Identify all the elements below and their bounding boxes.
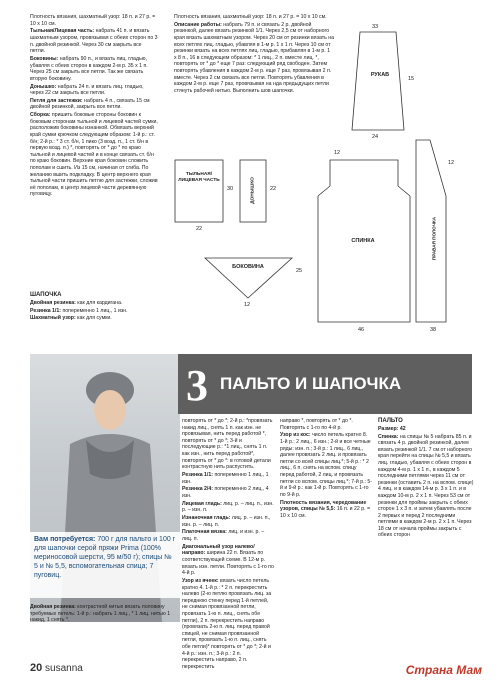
dim-number: 24 (372, 134, 379, 140)
heading: Резинка 1/1: (30, 307, 61, 314)
paragraph: набрать 41 п. и вязать шахматным узором, провязывая с обеих сторон по 3 п. двойной резинкой. Через 30 см закрыть все петли. (30, 28, 158, 55)
dim-number: 25 (296, 268, 303, 274)
heading: Узор из ячеек: (182, 577, 219, 584)
dim-number: 15 (408, 76, 415, 82)
paragraph: вязать число петель кратно 4. 1-й р.: * 2 п. перекрестить налево (2-ю петлю провязать лиц. за переднюю стенку перед 1-й петлей, не снимая провязанной петли, провязать 1-ю п. лиц., снять обе петли), 2 п. перекрестить направо (провязать 2-ю п. лиц. перед правой спицей, не снимая провязанной петли, провязать 1-ю п. лиц., снять обе петли)* повторять от * до *; 2-й и 4-й р.: изн. п.; 3-й р.: 2 п. перекрестить направо, 2 п. перекрестить (182, 577, 272, 670)
dim-number: 22 (196, 226, 203, 232)
side-label: БОКОВИНА (232, 264, 264, 270)
sleeve-label: РУКАВ (370, 72, 390, 78)
paragraph: попеременно 1 лиц., 1 изн. (182, 471, 269, 485)
heading: Донышко: (30, 83, 57, 90)
heading: Двойная резинка: (30, 299, 76, 306)
paragraph: как для сумки. (77, 315, 112, 322)
paragraph: ширина 22 п. Вязать по соответствующей схеме. В 12-м р. вязать изн. петли. Повторять с 1-го по 4-й р. (182, 550, 274, 577)
heading: Изнаночная гладь: (182, 515, 231, 522)
heading: Петля для застежки: (30, 97, 83, 104)
hat-title: ШАПОЧКА (30, 292, 62, 298)
section-number: 3 (186, 361, 208, 410)
paragraph: как для кардигана. (77, 299, 123, 306)
materials-text: 700 г для пальто и 100 г для шапочки серой пряжи Prima (100% мериносовой шерсти, 95 м/50 г); спицы № 5 и № 5,5, вспомогательная спица; 7 пуговиц. (34, 536, 176, 579)
dim-number: 38 (430, 327, 437, 333)
materials-box (30, 532, 180, 598)
heading: Диагональный узор налево/направо: (182, 543, 255, 557)
page-number: 20 (30, 662, 43, 674)
paragraph: направо *, повторять от * до *. Повторять с 1-го по 4-й р. (280, 418, 353, 431)
paragraph: 16 п. и 22 р. = 10 x 10 см. (280, 506, 370, 519)
dim-number: 12 (334, 150, 341, 156)
heading: Платочная вязка: (182, 529, 227, 536)
paragraph: набрать 79 п. и связать 2 р. двойной резинкой, далее вязать резинкой 1/1. Через 2,5 см от наборного края вязать шахматным узором. Через 20 см от резинки вязать на всех петлях лиц. гладью, убавляя в 1-м р. 1 x 1 п. Через 10 см от резинки вязать на всех петлях лиц. гладью, прибавляя в 1-м р. 1 x 8 п., 16 в следующем образом: * 1 лиц., 2 п. вместе лиц. *, повторять от * до * еще 7 раз: следующий ряд свободен. Затем повторять убавления в каждом 2-м р. еще 7 раз, провязывая 2 п. вместе. Через 2 см связать все петли. Повторять убавления в каждом 2-м р. еще 7 раз, провязывая на нда предыдущих петли стянуть рабочей нитью. Выполнить шов шапочки. (174, 21, 334, 94)
front-back-shape (175, 160, 223, 222)
gauge-text: Плотность вязания, шахматный узор: 18 п. и 27 р. = 10 x 10 см. (174, 14, 327, 20)
heading: Шахматный узор: (30, 315, 76, 322)
page-footer (30, 662, 83, 674)
heading: Описание работы: (174, 21, 222, 28)
paragraph: лиц. р. – лиц. п., изн. р. – изн. п. (182, 500, 274, 514)
section-banner (178, 354, 472, 414)
bottom-label: ДОНЫШКО (250, 177, 256, 204)
heading: Двойная резинка: (30, 604, 76, 610)
gauge-text: Плотность вязания, шахматный узор: 18 п. и 27 р. = 10 x 10 см. (30, 14, 156, 27)
rib-instructions (30, 604, 178, 625)
front-back-label: ТЫЛЬНАЯ/ЛИЦЕВАЯ ЧАСТЬ (178, 172, 220, 183)
heading: Боковины: (30, 55, 59, 62)
paragraph: набрать 90 п., и вязать лиц. гладью, убавляя с обеих сторон в каждом 2-м р. 35 x 1 п. Через 25 см закрыть все петли. Так же связать вторую боковину. (30, 55, 148, 82)
coat-title: ПАЛЬТО (378, 418, 403, 424)
paragraph: контрастной нитью вязать половину требуемых петель: 1-й р.: набрать 1 лиц., * 1 лиц. нитью 1 накид, 1 снять *. (30, 604, 171, 624)
paragraph: попеременно 1 лиц., 1 изн. (62, 307, 128, 314)
dim-number: 22 (270, 186, 277, 192)
heading: Резинка 2/4: (182, 486, 213, 493)
heading: Плотность вязания, чередование узоров, спицы № 5,5: (280, 499, 367, 513)
coat-patterns-col1 (182, 418, 274, 671)
heading: Резинка 1/1: (182, 471, 213, 478)
back-label: СПИНКА (351, 238, 375, 244)
right-front-label: ПРАВАЯ ПОЛОЧКА (431, 216, 437, 261)
heading: Лицевая гладь: (182, 500, 222, 507)
paragraph: пришить боковые стороны боковин к боковым сторонам тыльной и лицевой частей сумки, расположив боковины изнанкой. Обвязать верхний край сумки крючком следующим образом: 1-й р.: ст. б/н; 2-й р.: * 3 ст. б/н, 1 пико (3 возд. п., 1 ст. б/н в первую возд. п.) *, повторять от * до * по краю тыльной и лицевой частей и в конце связать ст. б/н по краю боковин. Верхние края боковин сложить пополам и сшить. Из 15 см, начиная от сгиба. По желанию вшить подкладку. В центр верхнего края тыльной части пришить петлю для застежки, сложив её пополам, в центр лицевой части деревянную пуговицу. (30, 112, 158, 198)
magazine-name: susanna (45, 663, 83, 674)
dim-number: 46 (358, 327, 365, 333)
paragraph: лиц. р. – изн. п., изн. р. – лиц. п. (182, 515, 271, 528)
dim-number: 12 (244, 302, 251, 308)
heading: Сборка: (30, 112, 51, 119)
size-label: Размер: 42 (378, 425, 406, 432)
dim-number: 33 (372, 24, 379, 30)
paragraph: набрать 4 п., связать 15 см двойной резинкой, закрыть все петли. (30, 97, 150, 111)
paragraph: набрать 24 п. и вязать лиц. гладью, через 22 см закрыть все петли. (30, 83, 144, 97)
watermark: Страна Мам (405, 663, 482, 677)
materials-title: Вам потребуется: (34, 536, 96, 543)
sleeve-shape (352, 32, 404, 130)
heading: Спинка: (378, 433, 399, 440)
section-title: ПАЛЬТО И ШАПОЧКА (220, 374, 402, 393)
paragraph: лиц. и изн. р. – лиц. п. (182, 529, 265, 543)
dim-number: 12 (448, 160, 455, 166)
paragraph: число петель кратно 8. 1-й р.: 2 лиц., 6 изн.; 2-й и все четные ряды: изн. п.; 3-й р.: 1 лиц., 6 лиц., далее провязать 2 лиц. и провязать петли со всей спицы лиц.*; 5-й р.: * 2 лиц., 6 п. снять на вспом. спицу перед работой, 2 лиц. и провязать петли со вспом. спицы лиц.*; 7-й р.: 5-й и 9-й р.: как 1-й р. Повторять с 1-го по 9-й р. (280, 432, 373, 498)
coat-patterns-col2 (280, 418, 372, 520)
dim-number: 30 (227, 186, 234, 192)
paragraph: повторять от * до *; 2-й р.: *провязать накид лиц., снять 1 п. как изн. не провязывая, нить перед работой *, повторять от * до *; 3-й и последующие р.: *1 лиц., снять 1 п. как изн., нить перед работой*, повторять от * до *: в готовой детали контрастную нить распустить. (182, 418, 273, 471)
coat-instructions (378, 418, 474, 540)
paragraph: попеременно 2 лиц., 4 изн. (182, 486, 269, 499)
heading: Тыльная/Лицевая часть: (30, 28, 95, 35)
paragraph: на спицы № 5 набрать 85 п. и связать 4 р. двойной резинкой, далее вязать резинкой 1/1. 7 см от наборного края перейти на спицы № 5,5 и вязать лиц. гладью, убавляя с обеих сторон в каждом 4-м р. 1 x 1 п., в каждом 5 последними петлями через 11 см от резинки (оставить 2 п. на вспом. спице) 4 лиц. и в каждом 14-м р. 3 x 1 п. и в каждом 10-м р. 2 x 1 п. Через 53 см от резинки для проймы закрыть с обеих сторон 1 x 3 п. и затем убавлять после 2 первых и перед 2 последними петлями в каждом 2-м р. 2 x 1 п. Через 18 см от начала проймы закрыть с обеих сторон (378, 433, 474, 539)
heading: Узор из кос: (280, 432, 311, 439)
